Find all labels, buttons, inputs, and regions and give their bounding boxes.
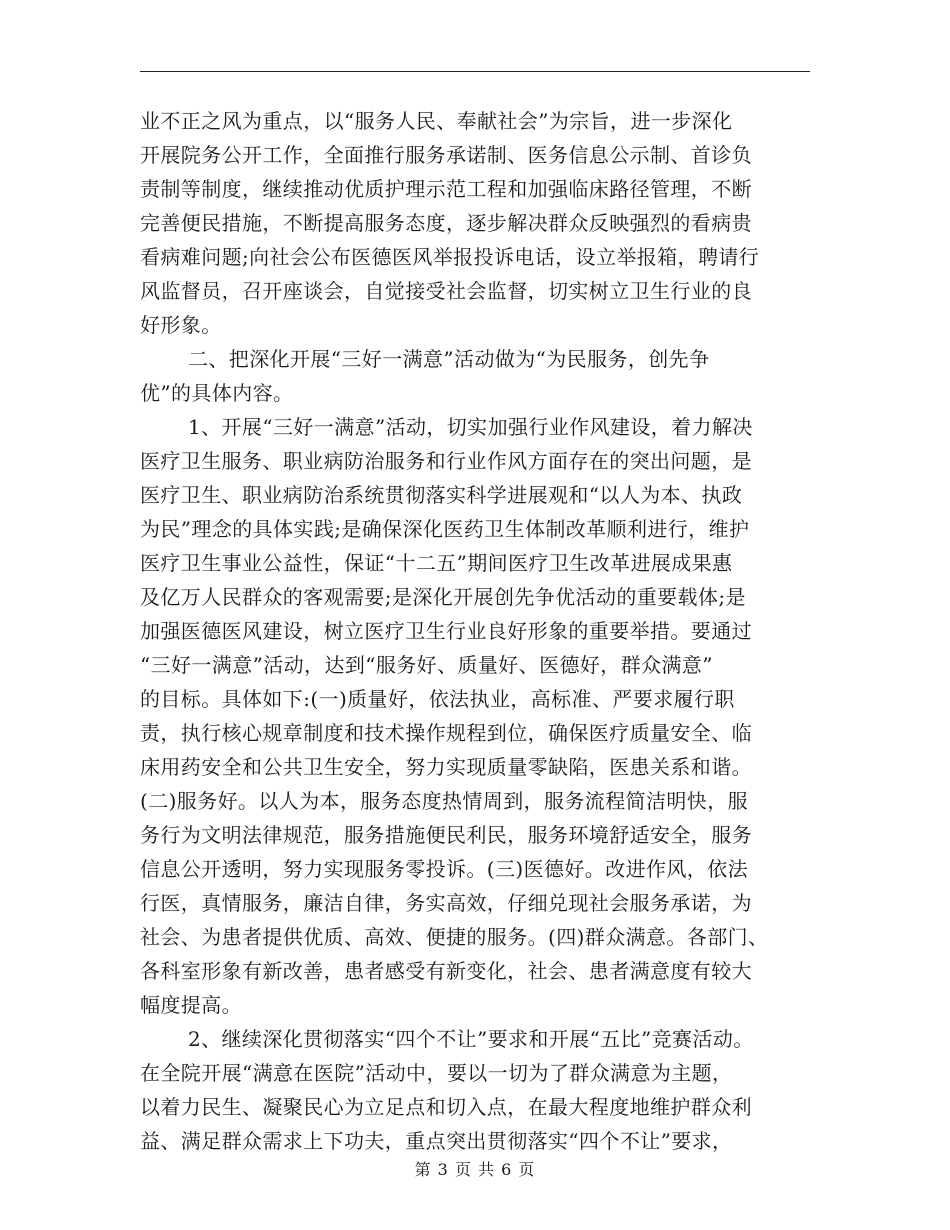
- text-line: 以着力民生、凝聚民心为立足点和切入点，在最大程度地维护群众利: [140, 1095, 752, 1119]
- text-line: 床用药安全和公共卫生安全，努力实现质量零缺陷，医患关系和谐。: [140, 755, 752, 779]
- text-line: (二)服务好。以人为本，服务态度热情周到，服务流程简洁明快，服: [140, 789, 749, 813]
- text-line: 好形象。: [140, 313, 222, 337]
- text-line: 幅度提高。: [140, 993, 242, 1017]
- text-line: 业不正之风为重点，以“服务人民、奉献社会”为宗旨，进一步深化: [140, 109, 733, 133]
- text-line: 的目标。具体如下:(一)质量好，依法执业，高标准、严要求履行职: [140, 687, 735, 711]
- text-line: 益、满足群众需求上下功夫，重点突出贯彻落实“四个不让”要求，: [140, 1129, 733, 1153]
- text-line: 医疗卫生事业公益性，保证“十二五”期间医疗卫生改革进展成果惠: [140, 551, 733, 575]
- paragraph-start: 2、继续深化贯彻落实“四个不让”要求和开展“五比”竞赛活动。: [188, 1027, 754, 1051]
- text-line: 看病难问题;向社会公布医德医风举报投诉电话，设立举报箱，聘请行: [140, 245, 760, 269]
- text-line: 社会、为患者提供优质、高效、便捷的服务。(四)群众满意。各部门、: [140, 925, 769, 949]
- text-line: 医疗卫生服务、职业病防治服务和行业作风方面存在的突出问题，是: [140, 449, 752, 473]
- section-heading: 二、把深化开展“三好一满意”活动做为“为民服务，创先争: [188, 347, 710, 371]
- text-line: 优”的具体内容。: [140, 381, 294, 405]
- text-line: 为民”理念的具体实践;是确保深化医药卫生体制改革顺利进行，维护: [140, 517, 750, 541]
- text-line: 开展院务公开工作，全面推行服务承诺制、医务信息公示制、首诊负: [140, 143, 752, 167]
- text-line: 风监督员，召开座谈会，自觉接受社会监督，切实树立卫生行业的良: [140, 279, 752, 303]
- text-line: 完善便民措施，不断提高服务态度，逐步解决群众反映强烈的看病贵: [140, 211, 752, 235]
- header-rule: [140, 71, 810, 72]
- text-line: 各科室形象有新改善，患者感受有新变化，社会、患者满意度有较大: [140, 959, 752, 983]
- text-line: 医疗卫生、职业病防治系统贯彻落实科学进展观和“以人为本、执政: [140, 483, 743, 507]
- text-line: 信息公开透明，努力实现服务零投诉。(三)医德好。改进作风，依法: [140, 857, 749, 881]
- page-number: 第 3 页 共 6 页: [414, 1160, 536, 1179]
- text-line: 行医，真情服务，廉洁自律，务实高效，仔细兑现社会服务承诺，为: [140, 891, 752, 915]
- text-line: “三好一满意”活动，达到“服务好、质量好、医德好，群众满意”: [140, 653, 713, 677]
- text-line: 责，执行核心规章制度和技术操作规程到位，确保医疗质量安全、临: [140, 721, 752, 745]
- text-line: 责制等制度，继续推动优质护理示范工程和加强临床路径管理，不断: [140, 177, 752, 201]
- text-line: 及亿万人民群众的客观需要;是深化开展创先争优活动的重要载体;是: [140, 585, 746, 609]
- text-line: 在全院开展“满意在医院”活动中，要以一切为了群众满意为主题，: [140, 1061, 733, 1085]
- text-line: 加强医德医风建设，树立医疗卫生行业良好形象的重要举措。要通过: [140, 619, 752, 643]
- text-line: 务行为文明法律规范，服务措施便民利民，服务环境舒适安全，服务: [140, 823, 752, 847]
- paragraph-start: 1、开展“三好一满意”活动，切实加强行业作风建设，着力解决: [188, 415, 753, 439]
